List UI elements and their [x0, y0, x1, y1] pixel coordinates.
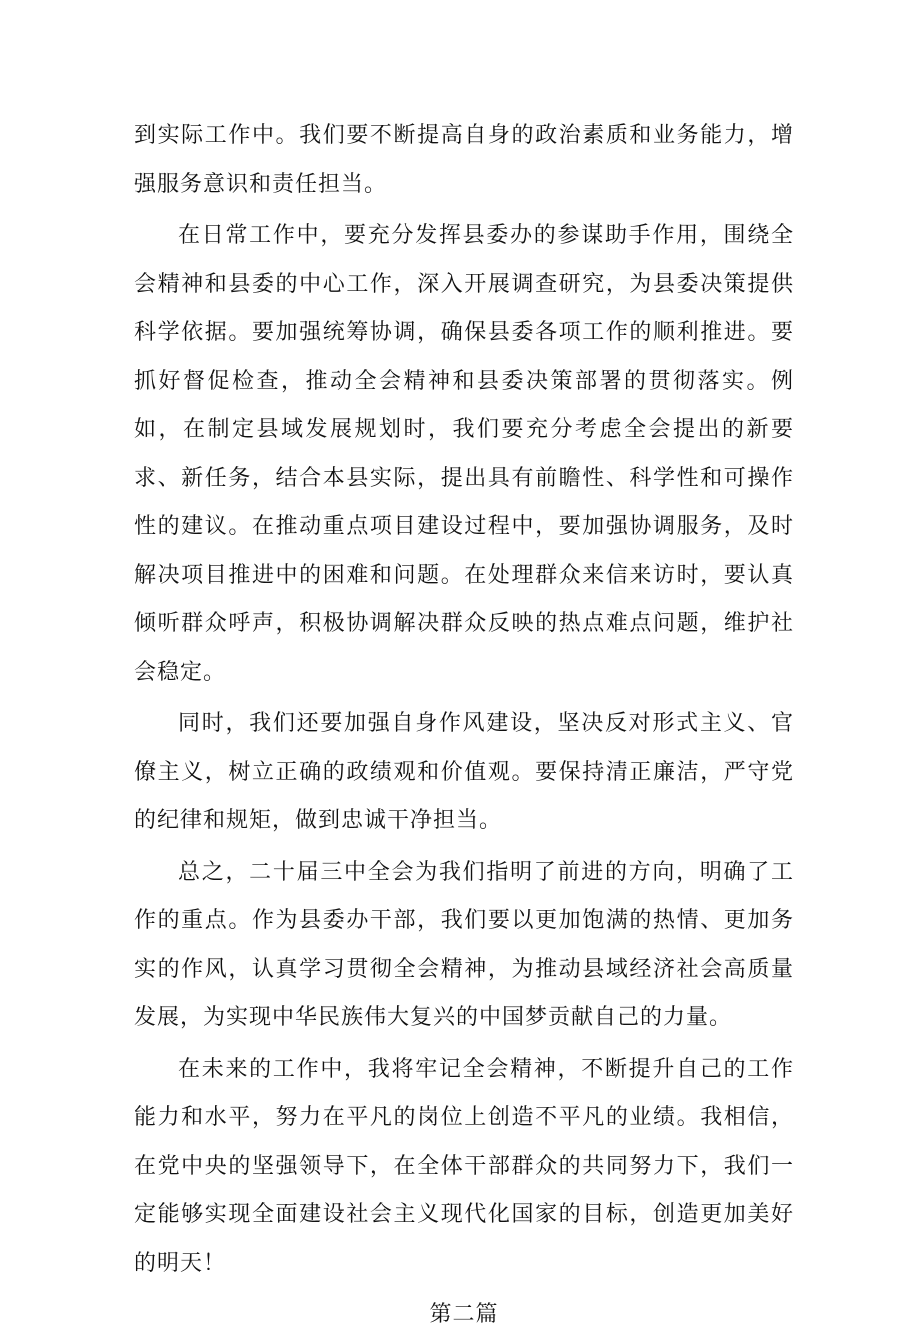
document-page — [134, 112, 794, 1340]
paragraph-daily-work: 在日常工作中，要充分发挥县委办的参谋助手作用，围绕全会精神和县委的中心工作，深入开展调查研究，为县委决策提供科学依据。要加强统筹协调，确保县委各项工作的顺利推进。要抓好督促检查，推动全会精神和县委决策部署的贯彻落实。例如，在制定县域发展规划时，我们要充分考虑全会提出的新要求、新任务，结合本县实际，提出具有前瞻性、科学性和可操作性的建议。在推动重点项目建设过程中，要加强协调服务，及时解决项目推进中的困难和问题。在处理群众来信来访时，要认真倾听群众呼声，积极协调解决群众反映的热点难点问题，维护社会稳定。 — [134, 223, 794, 685]
paragraph-future-work: 在未来的工作中，我将牢记全会精神，不断提升自己的工作能力和水平，努力在平凡的岗位上创造不平凡的业绩。我相信，在党中央的坚强领导下，在全体干部群众的共同努力下，我们一定能够实现全面建设社会主义现代化国家的目标，创造更加美好的明天！ — [134, 1056, 794, 1276]
paragraph-continuation: 到实际工作中。我们要不断提高自身的政治素质和业务能力，增强服务意识和责任担当。 — [134, 123, 794, 197]
paragraph-summary: 总之，二十届三中全会为我们指明了前进的方向，明确了工作的重点。作为县委办干部，我们要以更加饱满的热情、更加务实的作风，认真学习贯彻全会精神，为推动县域经济社会高质量发展，为实现中华民族伟大复兴的中国梦贡献自己的力量。 — [134, 859, 794, 1030]
paragraph-work-style: 同时，我们还要加强自身作风建设，坚决反对形式主义、官僚主义，树立正确的政绩观和价值观。要保持清正廉洁，严守党的纪律和规矩，做到忠诚干净担当。 — [134, 711, 794, 833]
section-title: 第二篇 — [429, 1302, 499, 1327]
